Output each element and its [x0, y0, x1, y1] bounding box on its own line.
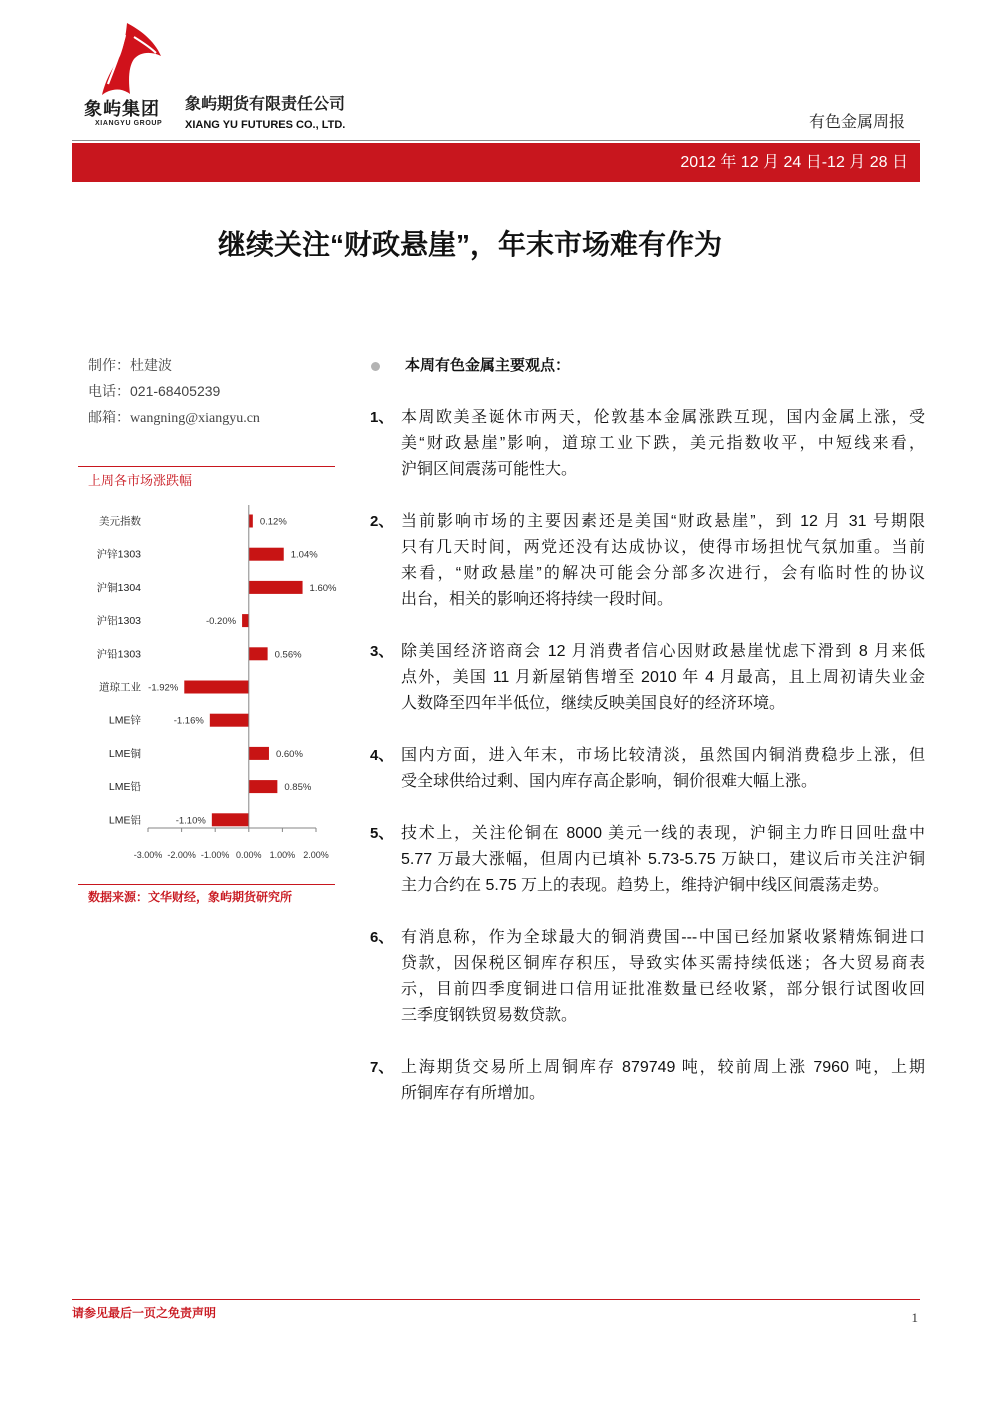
chart-value-label: 0.56% — [274, 649, 302, 661]
viewpoint-item-7 — [370, 1055, 926, 1107]
chart-value-label: 0.85% — [284, 782, 312, 794]
viewpoint-item-4 — [370, 743, 926, 795]
viewpoint-line: 所铜库存有所增加。 — [401, 1085, 546, 1102]
phone-label: 电话： — [88, 383, 130, 399]
group-name-en: XIANGYU GROUP — [95, 120, 163, 127]
chart-x-tick-label: 2.00% — [303, 850, 329, 860]
chart-category-label: 沪铝1303 — [96, 615, 141, 628]
viewpoint-line: 出台，相关的影响还将持续一段时间。 — [401, 591, 674, 608]
footer-rule — [72, 1299, 920, 1300]
chart-category-label: LME锌 — [108, 714, 141, 727]
chart-bottom-rule — [78, 884, 335, 885]
chart-value-label: -1.92% — [148, 682, 179, 694]
viewpoint-line: 主力合约在 5.75 万上的表现。趋势上，维持沪铜中线区间震荡走势。 — [401, 877, 890, 894]
chart-bar — [249, 780, 278, 793]
chart-x-tick-label: -1.00% — [200, 850, 230, 860]
chart-category-label: 沪铅1303 — [96, 648, 141, 661]
chart-category-label: 美元指数 — [99, 515, 141, 528]
chart-value-label: 1.04% — [290, 549, 318, 561]
viewpoint-item-3 — [370, 639, 926, 717]
chart-x-tick-label: 1.00% — [269, 850, 296, 860]
phone-row — [88, 378, 338, 404]
viewpoint-number: 4、 — [370, 747, 394, 764]
viewpoint-line: 美“财政悬崖”影响，道琼工业下跌，美元指数收平，中短线来看， — [401, 435, 925, 452]
disclaimer-note: 请参见最后一页之免责声明 — [72, 1306, 217, 1320]
viewpoint-line: 贷款，因保税区铜库存积压，导致实体买需持续低迷；各大贸易商表 — [401, 955, 925, 972]
author-row — [88, 352, 338, 378]
header-rule — [72, 140, 920, 141]
viewpoint-line: 有消息称，作为全球最大的铜消费国---中国已经加紧收紧精炼铜进口 — [401, 929, 925, 946]
chart-bar — [249, 548, 284, 561]
viewpoint-line: 人数降至四年半低位，继续反映美国良好的经济环境。 — [401, 695, 786, 712]
viewpoint-item-6 — [370, 925, 926, 1029]
chart-bar — [249, 581, 303, 594]
report-title: 继续关注“财政悬崖”，年末市场难有作为 — [217, 229, 722, 260]
phone-value: 021-68405239 — [130, 383, 221, 399]
viewpoint-line: 只有几天时间，两党还没有达成协议，使得市场担忧气氛加重。当前 — [401, 539, 925, 556]
bullet-dot-icon — [371, 362, 380, 371]
chart-value-label: 0.60% — [275, 748, 303, 760]
viewpoint-line: 沪铜区间震荡可能性大。 — [401, 461, 578, 478]
chart-bar — [184, 681, 249, 694]
chart-value-label: 0.12% — [259, 516, 287, 528]
viewpoint-line: 点外，美国 11 月新屋销售增至 2010 年 4 月最高，且上周初请失业金 — [401, 669, 925, 686]
chart-bar — [242, 614, 249, 627]
email-row — [88, 404, 338, 432]
company-name-en: XIANG YU FUTURES CO., LTD. — [185, 119, 346, 131]
email-label: 邮箱： — [88, 409, 130, 425]
viewpoint-line: 来看，“财政悬崖”的解决可能会分部多次进行，会有临时性的协议 — [401, 565, 925, 582]
viewpoints-list — [370, 405, 926, 1133]
chart-bar — [249, 747, 269, 760]
viewpoint-line: 当前影响市场的主要因素还是美国“财政悬崖”，到 12 月 31 号期限 — [401, 513, 925, 530]
author-value: 杜建波 — [130, 357, 172, 373]
chart-value-label: -0.20% — [205, 616, 237, 628]
viewpoint-number: 2、 — [370, 513, 394, 530]
chart-value-label: -1.16% — [173, 715, 204, 727]
page-number: 1 — [911, 1310, 918, 1325]
chart-category-label: LME铜 — [108, 747, 141, 760]
viewpoint-line: 国内方面，进入年末，市场比较清淡，虽然国内铜消费稳步上涨，但 — [401, 747, 925, 764]
report-type: 有色金属周报 — [808, 114, 905, 131]
email-value: wangning@xiangyu.cn — [130, 411, 260, 426]
chart-category-label: LME铝 — [108, 814, 141, 827]
author-label: 制作： — [88, 357, 130, 373]
chart-x-tick-label: -2.00% — [167, 850, 196, 860]
chart-value-label: 1.60% — [309, 582, 337, 594]
chart-bar — [210, 714, 249, 727]
date-range-banner — [72, 143, 920, 182]
viewpoint-line: 5.77 万最大涨幅，但周内已填补 5.73-5.75 万缺口，建议后市关注沪铜 — [401, 851, 925, 868]
chart-bar — [249, 647, 268, 660]
viewpoint-item-1 — [370, 405, 926, 483]
chart-value-label: -1.10% — [175, 815, 206, 827]
viewpoint-number: 5、 — [370, 825, 394, 842]
chart-bar — [249, 515, 253, 528]
viewpoint-number: 3、 — [370, 643, 394, 660]
chart-bar — [212, 813, 249, 826]
viewpoint-line: 受全球供给过剩、国内库存高企影响，铜价很难大幅上涨。 — [401, 773, 818, 790]
viewpoint-number: 6、 — [370, 929, 394, 946]
group-name-cn: 象屿集团 — [84, 99, 160, 119]
viewpoint-line: 上海期货交易所上周铜库存 879749 吨，较前周上涨 7960 吨，上期 — [401, 1059, 925, 1076]
chart-x-tick-label: 0.00% — [236, 850, 262, 860]
chart-title: 上周各市场涨跌幅 — [88, 473, 193, 488]
chart-category-label: 沪锌1303 — [96, 548, 141, 561]
date-range: 2012 年 12 月 24 日-12 月 28 日 — [680, 154, 908, 171]
viewpoint-item-5 — [370, 821, 926, 899]
chart-x-tick-label: -3.00% — [133, 850, 163, 860]
viewpoint-number: 7、 — [370, 1059, 394, 1076]
chart-category-label: LME铅 — [108, 781, 141, 794]
chart-category-label: 沪铜1304 — [96, 581, 141, 594]
viewpoint-number: 1、 — [370, 409, 394, 426]
market-change-bar-chart — [78, 500, 336, 870]
chart-category-label: 道琼工业 — [99, 681, 141, 694]
viewpoint-line: 三季度钢铁贸易数贷款。 — [401, 1007, 578, 1024]
chart-top-rule — [78, 466, 335, 467]
chart-source: 数据来源：文华财经，象屿期货研究所 — [88, 890, 293, 904]
viewpoint-line: 示，目前四季度铜进口信用证批准数量已经收紧，部分银行试图收回 — [401, 981, 925, 998]
company-name-cn: 象屿期货有限责任公司 — [185, 96, 346, 113]
viewpoint-line: 技术上，关注伦铜在 8000 美元一线的表现，沪铜主力昨日回吐盘中 — [401, 825, 925, 842]
author-info — [88, 352, 338, 432]
xiangyu-flame-logo-icon — [80, 18, 170, 100]
viewpoint-line: 除美国经济谘商会 12 月消费者信心因财政悬崖忧虑下滑到 8 月来低 — [401, 643, 925, 660]
viewpoints-heading: 本周有色金属主要观点： — [405, 357, 571, 374]
viewpoint-item-2 — [370, 509, 926, 613]
viewpoint-line: 本周欧美圣诞休市两天，伦敦基本金属涨跌互现，国内金属上涨，受 — [401, 409, 925, 426]
